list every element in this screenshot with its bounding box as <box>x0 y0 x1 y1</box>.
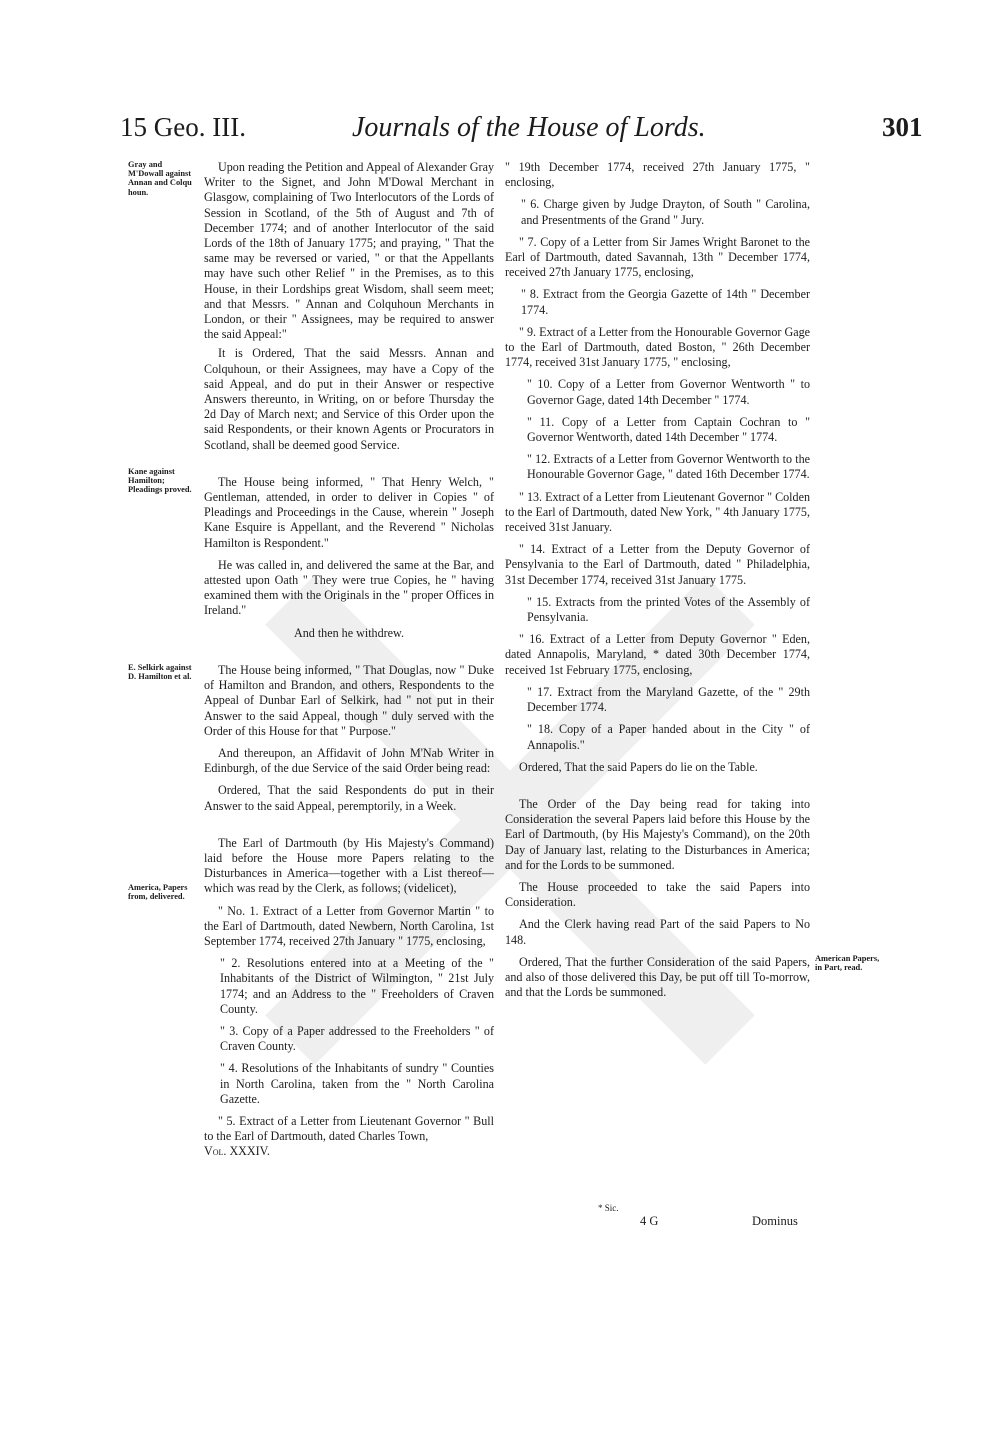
paragraph: And thereupon, an Affidavit of John M'Nab Writer in Edinburgh, of the due Service of the said Order being read: <box>204 745 494 776</box>
list-item: " 13. Extract of a Letter from Lieutenant Governor " Colden to the Earl of Dartmouth, dated New York, " 4th January 1775, received 31st January. <box>505 489 810 535</box>
list-item: " 8. Extract from the Georgia Gazette of 14th " December 1774. <box>521 287 810 317</box>
list-item: " 4. Resolutions of the Inhabitants of sundry " Counties in North Carolina, taken from the " North Carolina Gazette. <box>220 1061 494 1106</box>
list-item: " 12. Extracts of a Letter from Governor Wentworth to the Honourable Governor Gage, " dated 16th December 1774. <box>527 452 810 482</box>
margin-note-gray-mdowall: Gray and M'Dowall against Annan and Colqu houn. <box>128 160 192 197</box>
list-item: " 7. Copy of a Letter from Sir James Wright Baronet to the Earl of Dartmouth, dated Savannah, 13th " December 1774, received 27th January 1775, enclosing, <box>505 234 810 280</box>
paragraph: The Order of the Day being read for taking into Consideration the several Papers laid before this House by the Earl of Dartmouth, (by His Majesty's Command), on the 20th Day of January last, relating to the Disturbances in America; and for the Lords to be summoned. <box>505 796 810 872</box>
catchword: Dominus <box>752 1214 798 1228</box>
paragraph: Ordered, That the said Papers do lie on the Table. <box>519 759 758 774</box>
list-item: " 17. Extract from the Maryland Gazette, of the " 29th December 1774. <box>527 684 810 715</box>
signature-mark: 4 G <box>640 1214 659 1228</box>
paragraph: The Earl of Dartmouth (by His Majesty's Command) laid before the House more Papers relating to the Disturbances in America—together with a List thereof—which was read by the Clerk, as follows; (videlicet), <box>204 835 494 896</box>
margin-note-selkirk-hamilton: E. Selkirk against D. Hamilton et al. <box>128 663 192 682</box>
paragraph: The House proceeded to take the said Papers into Consideration. <box>505 879 810 910</box>
page-number: 301 <box>882 112 923 142</box>
margin-note-america-papers: America, Papers from, delivered. <box>128 883 188 902</box>
list-item: " 10. Copy of a Letter from Governor Wentworth " to Governor Gage, dated 14th December " 1774. <box>527 377 810 407</box>
list-item: " 11. Copy of a Letter from Captain Cochran to " Governor Wentworth, dated 14th December " 1774. <box>527 414 810 445</box>
volume-label: Vol. XXXIV. <box>204 1144 270 1159</box>
list-item: " 6. Charge given by Judge Drayton, of South " Carolina, and Presentments of the Grand " Jury. <box>521 197 810 227</box>
list-item: " 5. Extract of a Letter from Lieutenant Governor " Bull to the Earl of Dartmouth, dated Charles Town, <box>204 1113 494 1144</box>
list-item: " 9. Extract of a Letter from the Honourable Governor Gage to the Earl of Dartmouth, dated Boston, " 26th December 1774, received 31st January 1775, " enclosing, <box>505 324 810 370</box>
paragraph: Ordered, That the further Consideration of the said Papers, and also of those delivered this Day, be put off till To-morrow, and that the Lords be summoned. <box>505 954 810 1000</box>
list-item: " 14. Extract of a Letter from the Deputy Governor of Pensylvania to the Earl of Dartmouth, dated " Philadelphia, 31st December 1774, received 31st January 1775. <box>505 542 810 587</box>
right-column <box>505 160 810 1000</box>
journal-title-header: Journals of the House of Lords. <box>352 112 706 143</box>
margin-note-kane-hamilton: Kane against Hamilton; Pleadings proved. <box>128 467 192 495</box>
list-item: " No. 1. Extract of a Letter from Governor Martin " to the Earl of Dartmouth, dated Newbern, North Carolina, 1st September 1774, received 27th January " 1775, enclosing, <box>204 903 494 948</box>
paragraph: It is Ordered, That the said Messrs. Annan and Colquhoun, or their Assignees, may have a Copy of the said Appeal, and do put in their Answer or respective Answers thereunto, in Writing, on or before Thursday the 2d Day of March next; and Service of this Order upon the said Respondents, or their known Agents or Procurators in Scotland, shall be deemed good Service. <box>204 346 494 452</box>
margin-note-american-papers-read: American Papers, in Part, read. <box>815 954 880 973</box>
paragraph: He was called in, and delivered the same at the Bar, and attested upon Oath " They were true Copies, he " having examined them with the Originals in the " proper Offices in Ireland." <box>204 557 494 618</box>
paragraph: Ordered, That the said Respondents do put in their Answer to the said Appeal, peremptorily, in a Week. <box>204 783 494 813</box>
regnal-year-header: 15 Geo. III. <box>120 112 246 142</box>
list-item: " 3. Copy of a Paper addressed to the Freeholders " of Craven County. <box>220 1023 494 1054</box>
list-item: " 19th December 1774, received 27th January 1775, " enclosing, <box>505 160 810 190</box>
left-column <box>204 160 494 1160</box>
paragraph: And the Clerk having read Part of the said Papers to No 148. <box>505 917 810 947</box>
list-item: " 16. Extract of a Letter from Deputy Governor " Eden, dated Annapolis, Maryland, * dated 30th December 1774, received 1st February 1775, enclosing, <box>505 632 810 677</box>
list-item: " 18. Copy of a Paper handed about in the City " of Annapolis." <box>527 722 810 752</box>
footnote: * Sic. <box>598 1203 619 1213</box>
list-item: " 15. Extracts from the printed Votes of the Assembly of Pensylvania. <box>527 594 810 625</box>
paragraph: The House being informed, " That Douglas, now " Duke of Hamilton and Brandon, and others, Respondents to the Appeal of Dunbar Earl of Selkirk, had " not put in their Answer to the said Appeal, though " duly served with the Order of this House for that " Purpose." <box>204 662 494 738</box>
paragraph: And then he withdrew. <box>293 625 405 640</box>
list-item: " 2. Resolutions entered into at a Meeting of the " Inhabitants of the District of Wilmington, " 21st July 1774; and an Address to the " Freeholders of Craven County. <box>220 956 494 1016</box>
paragraph: The House being informed, " That Henry Welch, " Gentleman, attended, in order to deliver in Copies " of Pleadings and Proceedings in the Cause, wherein " Joseph Kane Esquire is Appellant, and the Reverend " Nicholas Hamilton is Respondent." <box>204 474 494 550</box>
paragraph: Upon reading the Petition and Appeal of Alexander Gray Writer to the Signet, and John M'Dowal Merchant in Glasgow, complaining of Two Interlocutors of the Lords of Session in Scotland, of the 5th of August and 7th of December 1774; and of another Interlocutor of the said Lords of the 18th of January 1775; and praying, " That the same may be reversed or varied, " or that the Appellants may have such other Relief " in the Premises, as to this House, in their Lordships great Wisdom, shall seem meet; and that Messrs. " Annan and Colquhoun Merchants in London, or their " Assignees, may be required to answer the said Appeal:" <box>204 160 494 342</box>
